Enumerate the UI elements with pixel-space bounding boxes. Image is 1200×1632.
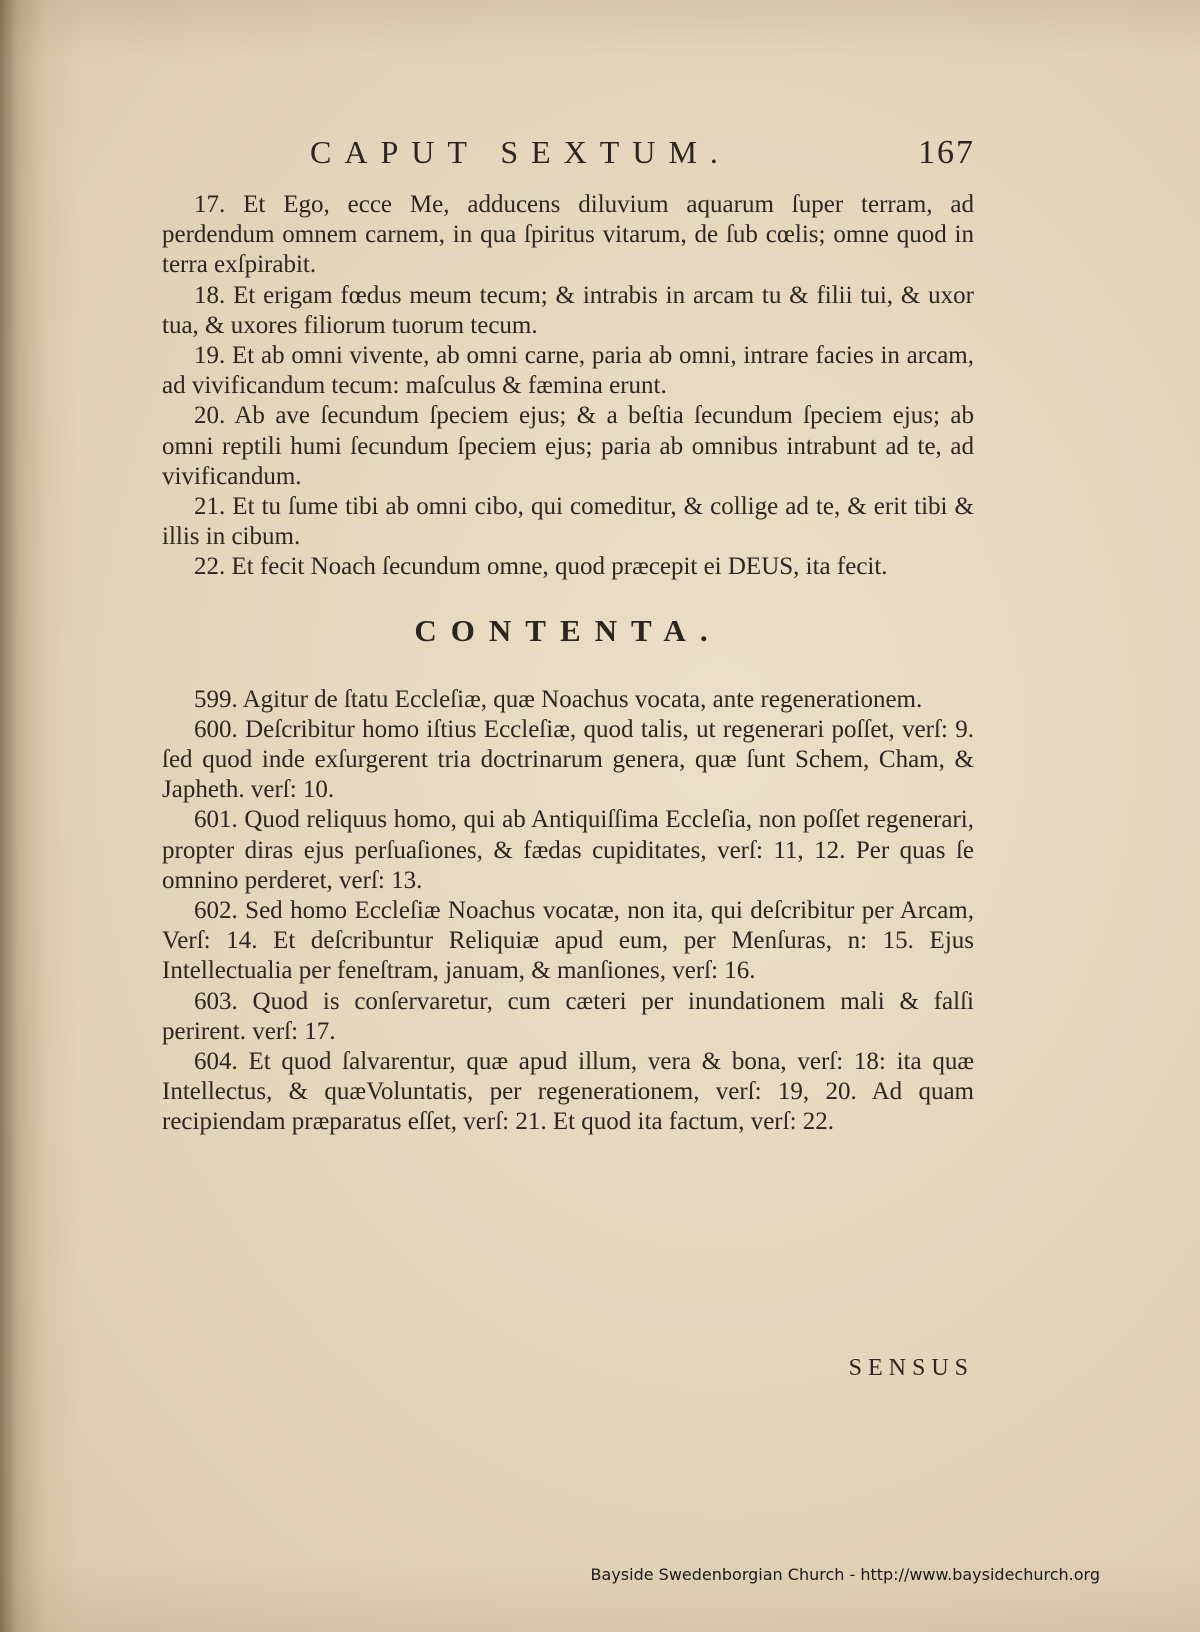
verse-list: [162, 190, 974, 583]
contents-paragraph: 602. Sed homo Eccleſiæ Noachus vocatæ, non ita, qui deſcribitur per Arcam, Verſ: 14. Et deſcribuntur Reliquiæ apud eum, per Menſuras, n: 15. Ejus Intellectualia per feneſtram, januam, & manſiones, verſ: 16.: [162, 897, 974, 985]
verse-paragraph: 18. Et erigam fœdus meum tecum; & intrabis in arcam tu & filii tui, & uxor tua, & uxores filiorum tuorum tecum.: [162, 281, 974, 339]
verse-paragraph: 19. Et ab omni vivente, ab omni carne, paria ab omni, intrare facies in arcam, ad vivificandum tecum: maſculus & fæmina erunt.: [162, 342, 974, 400]
page-header: [160, 134, 975, 184]
contents-paragraph: 600. Deſcribitur homo iſtius Eccleſiæ, quod talis, ut regenerari poſſet, verſ: 9. ſed quod inde exſurgerent tria doctrinarum genera, quæ ſunt Schem, Cham, & Japheth. verſ: 10.: [162, 715, 974, 804]
page-number: 167: [918, 134, 975, 171]
contents-paragraph: 599. Agitur de ſtatu Eccleſiæ, quæ Noachus vocata, ante regenerationem.: [194, 685, 923, 713]
page-body: [162, 190, 974, 1138]
contents-paragraph: 604. Et quod ſalvarentur, quæ apud illum, vera & bona, verſ: 18: ita quæ Intellectus, & quæVoluntatis, per regenerationem, verſ: 19, 20. Ad quam recipiendam præparatus eſſet, verſ: 21. Et quod ita factum, verſ: 22.: [162, 1048, 974, 1136]
verse-paragraph: 20. Ab ave ſecundum ſpeciem ejus; & a beſtia ſecundum ſpeciem ejus; ab omni reptili humi ſecundum ſpeciem ejus; paria ab omnibus intrabunt ad te, ad vivificandum.: [162, 402, 974, 490]
contents-list: [162, 685, 974, 1138]
contents-paragraph: 603. Quod is conſervaretur, cum cæteri per inundationem mali & falſi perirent. verſ: 17.: [162, 987, 974, 1045]
section-title: CONTENTA.: [414, 612, 722, 648]
contents-paragraph: 601. Quod reliquus homo, qui ab Antiquiſſima Eccleſia, non poſſet regenerari, propter diras ejus perſuaſiones, & fædas cupiditates, verſ: 11, 12. Per quas ſe omnino perderet, verſ: 13.: [162, 806, 974, 894]
catchword: SENSUS: [848, 1355, 974, 1381]
verse-paragraph: 21. Et tu ſume tibi ab omni cibo, qui comeditur, & collige ad te, & erit tibi & illis in cibum.: [162, 493, 974, 551]
running-head: CAPUT SEXTUM.: [310, 134, 731, 170]
verse-paragraph: 22. Et fecit Noach ſecundum omne, quod præcepit ei DEUS, ita fecit.: [194, 553, 888, 581]
verse-paragraph: 17. Et Ego, ecce Me, adducens diluvium aquarum ſuper terram, ad perdendum omnem carnem, in qua ſpiritus vitarum, de ſub cœlis; omne quod in terra exſpirabit.: [162, 191, 974, 279]
watermark-caption: Bayside Swedenborgian Church - http://www.baysidechurch.org: [590, 1565, 1100, 1584]
